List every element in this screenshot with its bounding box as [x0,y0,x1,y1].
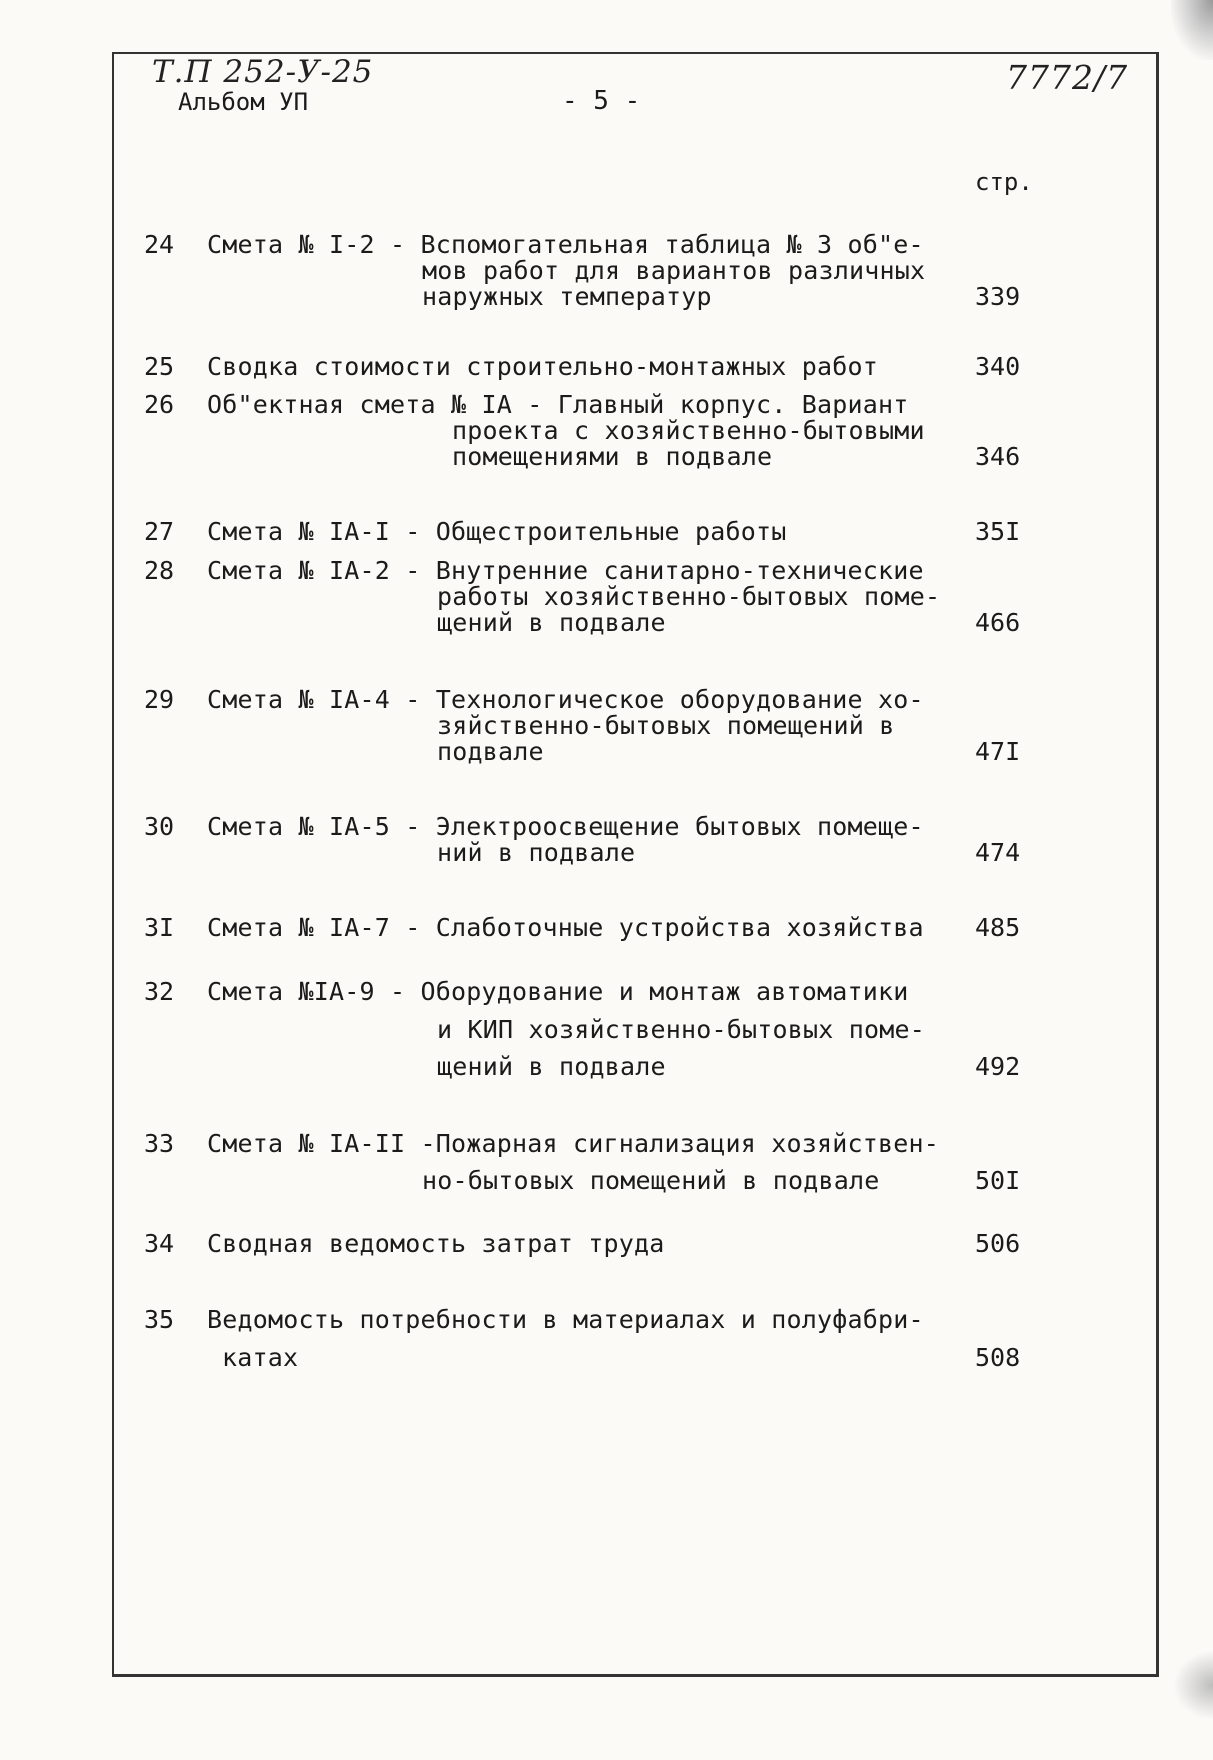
entry-number: 3I [144,913,175,942]
entry-page: 485 [975,913,1021,942]
entry-line: катах [222,1343,299,1372]
entry-page: 47I [975,737,1021,766]
scan-smudge-bottom [1173,1650,1213,1720]
entry-line: Смета № IA-4 - Технологическое оборудование хо- [207,685,924,714]
entry-page: 466 [975,608,1021,637]
entry-page: 492 [975,1052,1021,1081]
document-code: Т.П 252-У-25 [152,54,374,90]
entry-page: 506 [975,1229,1021,1258]
sheet-number: 7772/7 [1006,58,1129,97]
entry-line: зяйственно-бытовых помещений в [437,711,895,740]
entry-line: Об"ектная смета № IA - Главный корпус. Вариант [207,390,909,419]
entry-line: Смета №IA-9 - Оборудование и монтаж автоматики [207,977,909,1006]
entry-number: 30 [144,812,175,841]
entry-line: Смета № IA-2 - Внутренние санитарно-технические [207,556,924,585]
entry-page: 35I [975,517,1021,546]
entry-page: 340 [975,352,1021,381]
page-column-header: стр. [975,168,1033,196]
entry-number: 35 [144,1305,175,1334]
entry-number: 28 [144,556,175,585]
entry-line: проекта с хозяйственно-бытовыми [452,416,925,445]
entry-line: но-бытовых помещений в подвале [422,1166,880,1195]
entry-page: 50I [975,1166,1021,1195]
entry-number: 24 [144,230,175,259]
entry-number: 33 [144,1129,175,1158]
album-label: Альбом УП [178,88,309,116]
entry-line: и КИП хозяйственно-бытовых поме- [437,1015,926,1044]
entry-line: Ведомость потребности в материалах и полуфабри- [207,1305,924,1334]
entry-line: Смета № I-2 - Вспомогательная таблица № 3 об"е- [207,230,924,259]
entry-line: наружных температур [422,282,712,311]
entry-line: подвале [437,737,544,766]
entry-line: щений в подвале [437,1052,666,1081]
entry-page: 508 [975,1343,1021,1372]
entry-line: Смета № IA-7 - Слаботочные устройства хозяйства [207,913,924,942]
entry-number: 26 [144,390,175,419]
entry-line: ний в подвале [437,838,636,867]
scan-smudge-top [1171,0,1213,60]
entry-line: помещениями в подвале [452,442,773,471]
entry-line: работы хозяйственно-бытовых поме- [437,582,941,611]
entry-line: Сводная ведомость затрат труда [207,1229,665,1258]
entry-page: 474 [975,838,1021,867]
entry-number: 32 [144,977,175,1006]
page-number: - 5 - [562,86,641,116]
entry-line: мов работ для вариантов различных [422,256,926,285]
entry-page: 346 [975,442,1021,471]
entry-number: 29 [144,685,175,714]
entry-line: Смета № IA-5 - Электроосвещение бытовых помеще- [207,812,924,841]
entry-line: Смета № IA-II -Пожарная сигнализация хозяйствен- [207,1129,940,1158]
entry-number: 25 [144,352,175,381]
entry-line: Смета № IA-I - Общестроительные работы [207,517,787,546]
entry-line: щений в подвале [437,608,666,637]
entry-line: Сводка стоимости строительно-монтажных работ [207,352,879,381]
entry-number: 34 [144,1229,175,1258]
entry-number: 27 [144,517,175,546]
entry-page: 339 [975,282,1021,311]
